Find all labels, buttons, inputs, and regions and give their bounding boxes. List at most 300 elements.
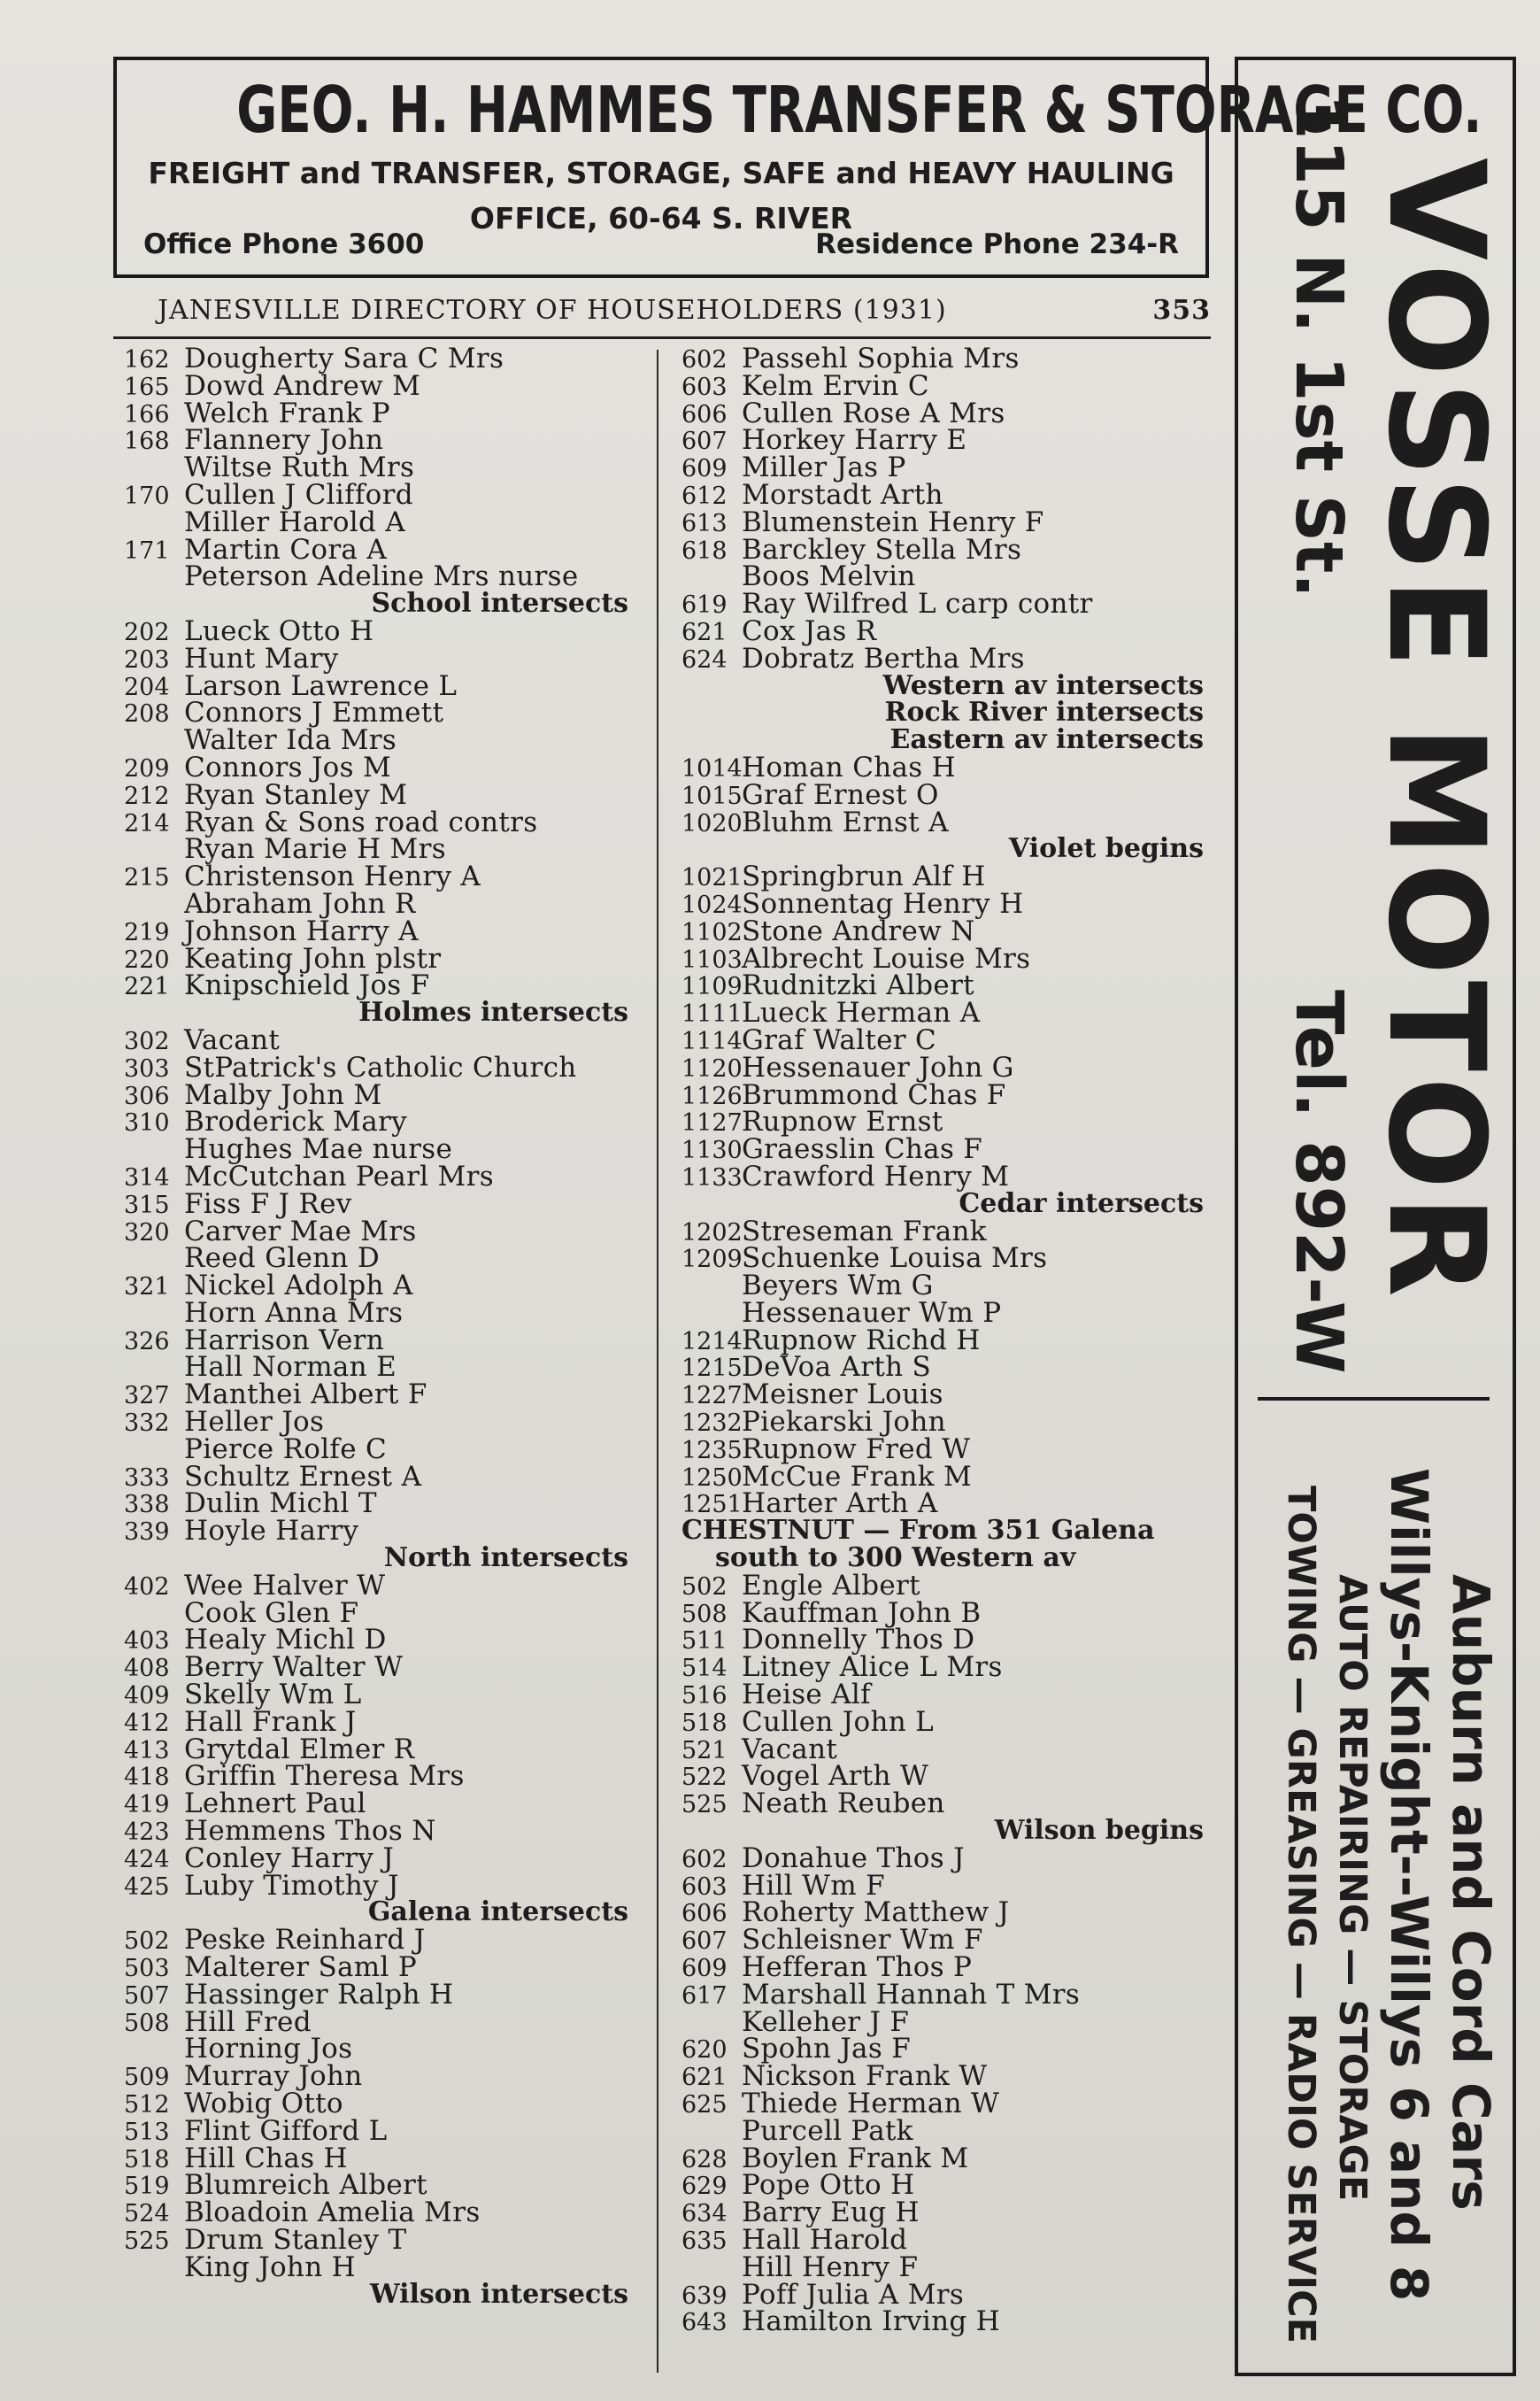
house-number: 333 — [124, 1463, 170, 1492]
householder-entry — [681, 1324, 1213, 1356]
householder-entry — [681, 1460, 1213, 1493]
householder-name: Rudnitzki Albert — [742, 969, 974, 1002]
householder-name: Ryan Marie H Mrs — [184, 833, 446, 866]
house-number: 1250 — [681, 1463, 743, 1492]
householder-name: Hamilton Irving H — [742, 2305, 1000, 2338]
house-number: 502 — [681, 1572, 728, 1601]
householder-name: Hunt Mary — [184, 642, 339, 675]
house-number: 321 — [124, 1273, 170, 1301]
householder-entry — [681, 806, 1213, 838]
header-rule — [113, 336, 1211, 339]
householder-name: Hall Harold — [742, 2223, 908, 2256]
householder-entry — [124, 942, 637, 975]
householder-entry — [124, 1841, 637, 1874]
house-number: 620 — [681, 2036, 728, 2065]
householder-entry — [681, 1978, 1213, 2011]
householder-name: Hessenauer Wm P — [742, 1296, 1002, 1329]
householder-entry — [681, 1351, 1213, 1384]
householder-name: Harrison Vern — [184, 1324, 385, 1356]
householder-name: Dowd Andrew M — [184, 369, 421, 402]
householder-entry — [681, 1406, 1213, 1439]
street-heading: Eastern av intersects — [889, 724, 1204, 756]
householder-name: Graf Walter C — [742, 1023, 937, 1056]
householder-entry — [681, 1626, 1213, 1654]
householder-name: DeVoa Arth S — [742, 1351, 932, 1384]
householder-entry — [681, 2005, 1213, 2038]
householder-name: Malby John M — [184, 1078, 382, 1111]
householder-entry — [681, 1272, 1213, 1300]
householder-name: Hill Henry F — [742, 2250, 919, 2283]
house-number: 628 — [681, 2145, 728, 2173]
house-number: 1014 — [681, 754, 743, 783]
house-number: 403 — [124, 1627, 170, 1656]
house-number: 220 — [124, 946, 170, 974]
householder-name: Albrecht Louise Mrs — [742, 942, 1031, 975]
house-number: 1209 — [681, 1246, 743, 1274]
householder-name: Hill Fred — [184, 2005, 312, 2038]
householder-name: Kelm Ervin C — [742, 369, 929, 402]
house-number: 339 — [124, 1518, 170, 1547]
householder-name: Keating John plstr — [184, 942, 442, 975]
householder-name: Thiede Herman W — [742, 2088, 1000, 2119]
ad-services-line-2: TOWING — GREASING — RADIO SERVICE — [1279, 1486, 1323, 2344]
house-number: 221 — [124, 973, 170, 1001]
house-number: 202 — [124, 618, 170, 646]
householder-name: Homan Chas H — [742, 751, 956, 784]
householder-name: Berry Walter W — [184, 1651, 404, 1684]
householder-entry — [124, 1569, 637, 1602]
house-number: 508 — [124, 2009, 170, 2037]
householder-entry — [124, 1187, 637, 1220]
householder-entry — [124, 533, 637, 566]
householder-entry — [681, 560, 1213, 593]
householder-entry — [681, 915, 1213, 947]
house-number: 609 — [681, 455, 728, 483]
householder-entry — [124, 806, 637, 838]
householder-entry — [124, 2250, 637, 2283]
ad-telephone: Tel. 892-W — [1281, 990, 1357, 1374]
householder-name: Hefferan Thos P — [742, 1951, 973, 1984]
house-number: 507 — [124, 1981, 170, 2010]
householder-entry — [124, 560, 637, 593]
householder-entry — [124, 1460, 637, 1493]
house-number: 424 — [124, 1845, 170, 1873]
householder-entry — [681, 1106, 1213, 1139]
householder-name: Schultz Ernest A — [184, 1460, 422, 1493]
house-number: 332 — [124, 1409, 170, 1438]
householder-name: Cox Jas R — [742, 614, 877, 647]
house-number: 607 — [681, 428, 728, 456]
householder-entry — [681, 1051, 1213, 1084]
householder-entry — [124, 2196, 637, 2229]
house-number: 1102 — [681, 918, 743, 946]
householder-entry — [681, 2250, 1213, 2283]
householder-name: Conley Harry J — [184, 1841, 395, 1874]
householder-name: Manthei Albert F — [184, 1378, 427, 1411]
householder-name: Cullen John L — [742, 1705, 935, 1738]
householder-name: Dobratz Bertha Mrs — [742, 642, 1025, 675]
householder-name: Grytdal Elmer R — [184, 1733, 415, 1765]
house-number: 639 — [681, 2281, 728, 2310]
householder-name: Nickson Frank W — [742, 2060, 988, 2093]
householder-name: Walter Ida Mrs — [184, 724, 397, 757]
house-number: 509 — [124, 2064, 170, 2092]
householder-entry — [124, 2223, 637, 2256]
householder-entry — [681, 1487, 1213, 1520]
householder-name: Dulin Michl T — [184, 1487, 377, 1520]
householder-entry — [681, 751, 1213, 784]
householder-entry — [124, 1515, 637, 1548]
house-number: 508 — [681, 1600, 728, 1628]
house-number: 503 — [124, 1955, 170, 1983]
householder-name: Vacant — [742, 1733, 838, 1765]
house-number: 327 — [124, 1382, 170, 1410]
householder-name: Engle Albert — [742, 1569, 920, 1602]
householder-entry — [124, 1760, 637, 1793]
householder-name: Johnson Harry A — [184, 915, 419, 947]
householder-name: Ray Wilfred L carp contr — [742, 588, 1093, 621]
house-number: 326 — [124, 1327, 170, 1355]
householder-name: Morstadt Arth — [742, 478, 943, 511]
householder-entry — [124, 1242, 637, 1275]
householder-entry — [681, 969, 1213, 1002]
house-number: 170 — [124, 482, 170, 510]
householder-name: Larson Lawrence L — [184, 669, 458, 702]
householder-entry — [681, 1896, 1213, 1929]
householder-entry — [681, 2114, 1213, 2147]
householder-entry — [124, 2142, 637, 2174]
householder-entry — [124, 478, 637, 511]
householder-name: Crawford Henry M — [742, 1160, 1010, 1193]
street-heading: Violet begins — [1008, 833, 1204, 865]
householder-name: Piekarski John — [742, 1406, 946, 1439]
house-number: 320 — [124, 1218, 170, 1247]
house-number: 514 — [681, 1655, 728, 1683]
house-number: 1127 — [681, 1109, 743, 1138]
householder-name: Lueck Otto H — [184, 614, 374, 647]
householder-entry — [124, 697, 637, 730]
street-heading: Galena intersects — [367, 1896, 628, 1928]
house-number: 502 — [124, 1927, 170, 1956]
householder-name: Cook Glen F — [184, 1596, 359, 1629]
householder-name: Pierce Rolfe C — [184, 1432, 388, 1465]
ad-office: OFFICE, 60-64 S. RIVER — [469, 201, 853, 235]
householder-entry — [124, 751, 637, 784]
house-number: 643 — [681, 2309, 728, 2337]
house-number: 1021 — [681, 864, 743, 892]
householder-name: Miller Harold A — [184, 506, 406, 538]
householder-entry — [681, 588, 1213, 621]
house-number: 208 — [124, 700, 170, 729]
householder-entry — [124, 1351, 637, 1384]
householder-name: Graf Ernest O — [742, 778, 939, 811]
street-heading: Rock River intersects — [884, 697, 1204, 729]
house-number: 219 — [124, 918, 170, 946]
householder-entry — [681, 2142, 1213, 2174]
householder-entry — [681, 2278, 1213, 2311]
householder-entry — [681, 2223, 1213, 2256]
house-number: 413 — [124, 1736, 170, 1764]
householder-name: Murray John — [184, 2060, 363, 2093]
householder-name: Boylen Frank M — [742, 2142, 969, 2174]
ad-address: 115 N. 1st St. — [1281, 94, 1357, 598]
householder-name: Skelly Wm L — [184, 1679, 362, 1711]
householder-entry — [681, 1078, 1213, 1111]
householder-name: Springbrun Alf H — [742, 861, 986, 893]
householder-entry — [124, 1023, 637, 1056]
householder-entry — [681, 1023, 1213, 1056]
householder-name: Knipschield Jos F — [184, 969, 430, 1002]
householder-entry — [681, 2060, 1213, 2093]
householder-name: Flannery John — [184, 424, 384, 457]
householder-entry — [124, 1705, 637, 1738]
householder-entry — [681, 1705, 1213, 1738]
householder-name: Graesslin Chas F — [742, 1133, 983, 1166]
householder-entry — [124, 2060, 637, 2093]
householder-name: Miller Jas P — [742, 452, 906, 484]
house-number: 629 — [681, 2173, 728, 2201]
ad-brand: VOSSE MOTOR — [1359, 158, 1513, 1303]
householder-name: Barry Eug H — [742, 2196, 920, 2229]
householder-entry — [124, 642, 637, 675]
householder-entry — [124, 1924, 637, 1957]
householder-name: Vacant — [184, 1023, 281, 1056]
house-number: 1215 — [681, 1355, 743, 1383]
house-number: 214 — [124, 809, 170, 838]
householder-entry — [124, 1406, 637, 1439]
householder-name: Hoyle Harry — [184, 1515, 359, 1548]
householder-name: Drum Stanley T — [184, 2223, 407, 2256]
householder-entry — [681, 1215, 1213, 1247]
householder-name: Ryan Stanley M — [184, 778, 408, 811]
householder-name: Schleisner Wm F — [742, 1924, 983, 1957]
householder-name: Peske Reinhard J — [184, 1924, 426, 1957]
householder-name: Hall Frank J — [184, 1705, 357, 1738]
householder-entry — [124, 1978, 637, 2011]
householder-entry — [124, 915, 637, 947]
householder-name: Cullen Rose A Mrs — [742, 397, 1005, 429]
householder-entry — [681, 863, 1213, 891]
householder-entry — [681, 1651, 1213, 1684]
house-number: 1114 — [681, 1027, 743, 1055]
householder-name: Pope Otto H — [742, 2169, 915, 2202]
householder-name: Brummond Chas F — [742, 1078, 1006, 1111]
householder-entry — [681, 1951, 1213, 1984]
householder-entry — [681, 397, 1213, 429]
householder-entry — [124, 397, 637, 429]
house-number: 518 — [124, 2145, 170, 2173]
householder-name: Reed Glenn D — [184, 1242, 380, 1275]
householder-name: Lehnert Paul — [184, 1787, 366, 1820]
householder-entry — [681, 1787, 1213, 1820]
householder-name: Christenson Henry A — [184, 861, 481, 893]
house-number: 603 — [681, 1872, 728, 1901]
street-heading: Wilson begins — [994, 1815, 1204, 1847]
householder-name: Connors Jos M — [184, 751, 392, 784]
householder-entry — [124, 1215, 637, 1247]
householder-entry — [124, 1378, 637, 1411]
ad-divider — [1258, 1397, 1490, 1401]
householder-name: Hall Norman E — [184, 1351, 397, 1384]
householder-name: Meisner Louis — [742, 1378, 943, 1411]
householder-entry — [681, 1733, 1213, 1765]
street-heading: School intersects — [371, 588, 628, 620]
house-number: 512 — [124, 2091, 170, 2119]
householder-name: Kauffman John B — [742, 1596, 982, 1629]
householder-entry — [124, 1432, 637, 1465]
householder-entry — [124, 1160, 637, 1193]
house-number: 166 — [124, 400, 170, 428]
ad-services-line-1: AUTO REPAIRING — STORAGE — [1330, 1574, 1374, 2202]
householder-entry — [124, 1272, 637, 1300]
householder-name: Blumreich Albert — [184, 2169, 427, 2202]
house-number: 602 — [681, 1845, 728, 1873]
house-number: 618 — [681, 537, 728, 565]
householder-name: Welch Frank P — [184, 397, 390, 429]
ad-cars-line-1: Auburn and Cord Cars — [1441, 1574, 1501, 2211]
householder-entry — [681, 2090, 1213, 2118]
house-number: 203 — [124, 645, 170, 674]
house-number: 519 — [124, 2173, 170, 2201]
householder-name: Heller Jos — [184, 1406, 325, 1439]
vosse-motor-ad — [1235, 57, 1516, 2376]
householder-entry — [681, 642, 1213, 675]
householder-entry — [681, 1378, 1213, 1411]
householder-name: Rupnow Ernst — [742, 1106, 943, 1139]
running-header — [158, 295, 1211, 330]
street-heading: Wilson intersects — [369, 2278, 628, 2310]
householder-entry — [681, 1242, 1213, 1275]
householder-name: King John H — [184, 2250, 356, 2283]
householder-entry — [124, 778, 637, 811]
street-title-continued: south to 300 Western av — [715, 1542, 1076, 1574]
street-title: CHESTNUT — From 351 Galena — [681, 1515, 1155, 1547]
house-number: 162 — [124, 346, 170, 374]
house-number: 315 — [124, 1191, 170, 1219]
house-number: 168 — [124, 428, 170, 456]
householder-name: Boos Melvin — [742, 560, 916, 593]
householder-entry — [681, 369, 1213, 402]
householder-name: StPatrick's Catholic Church — [184, 1051, 577, 1084]
householder-entry — [124, 454, 637, 482]
householder-entry — [681, 942, 1213, 975]
householder-name: Poff Julia A Mrs — [742, 2278, 965, 2311]
householder-entry — [124, 345, 637, 373]
householder-entry — [124, 1106, 637, 1139]
householder-name: Hill Wm F — [742, 1869, 885, 1902]
householder-name: Cullen J Clifford — [184, 478, 413, 511]
householder-entry — [681, 614, 1213, 647]
house-number: 215 — [124, 864, 170, 892]
householder-name: Dougherty Sara C Mrs — [184, 343, 504, 374]
house-number: 402 — [124, 1572, 170, 1601]
house-number: 1235 — [681, 1436, 743, 1464]
householder-name: Fiss F J Rev — [184, 1187, 352, 1220]
house-number: 525 — [681, 1791, 728, 1819]
householder-name: Bluhm Ernst A — [742, 806, 949, 838]
householder-name: Rupnow Richd H — [742, 1324, 981, 1356]
house-number: 621 — [681, 2064, 728, 2092]
house-number: 607 — [681, 1927, 728, 1956]
householder-entry — [681, 778, 1213, 811]
householder-entry — [681, 1133, 1213, 1166]
householder-entry — [681, 1432, 1213, 1465]
householder-name: Roherty Matthew J — [742, 1896, 1010, 1929]
householder-entry — [124, 1078, 637, 1111]
householder-entry — [124, 2169, 637, 2202]
householder-entry — [681, 1681, 1213, 1709]
house-number: 619 — [681, 591, 728, 620]
house-number: 1214 — [681, 1327, 743, 1355]
householder-entry — [124, 863, 637, 891]
householder-name: McCutchan Pearl Mrs — [184, 1160, 494, 1193]
house-number: 634 — [681, 2200, 728, 2228]
householder-name: Martin Cora A — [184, 533, 388, 566]
householder-entry — [124, 424, 637, 457]
householder-name: Neath Reuben — [742, 1787, 945, 1820]
householder-name: Malterer Saml P — [184, 1951, 418, 1984]
householder-entry — [124, 833, 637, 866]
householder-name: Horkey Harry E — [742, 424, 967, 457]
householder-name: Flint Gifford L — [184, 2114, 388, 2147]
street-heading: Western av intersects — [882, 669, 1204, 701]
house-number: 613 — [681, 509, 728, 537]
householder-entry — [124, 614, 637, 647]
house-number: 522 — [681, 1764, 728, 1792]
householder-entry — [124, 2035, 637, 2063]
right-column — [681, 343, 1213, 2338]
householder-name: Horn Anna Mrs — [184, 1296, 404, 1329]
street-heading: Holmes intersects — [358, 997, 628, 1029]
householder-entry — [124, 369, 637, 402]
house-number: 617 — [681, 1981, 728, 2010]
householder-entry — [124, 1815, 637, 1848]
householder-name: Hassinger Ralph H — [184, 1978, 454, 2011]
householder-entry — [681, 345, 1213, 373]
householder-name: Barckley Stella Mrs — [742, 533, 1022, 566]
householder-name: Hughes Mae nurse — [184, 1133, 453, 1166]
householder-name: Donnelly Thos D — [742, 1624, 975, 1656]
house-number: 606 — [681, 1900, 728, 1928]
householder-name: Harter Arth A — [742, 1487, 938, 1520]
householder-entry — [124, 1733, 637, 1765]
householder-entry — [124, 1133, 637, 1166]
householder-name: Ryan & Sons road contrs — [184, 806, 538, 838]
hammes-transfer-ad — [113, 57, 1482, 278]
householder-entry — [124, 1296, 637, 1329]
ad-residence-phone: Residence Phone 234-R — [815, 228, 1179, 260]
householder-name: Bloadoin Amelia Mrs — [184, 2196, 481, 2229]
householder-name: Passehl Sophia Mrs — [742, 343, 1020, 374]
householder-name: Heise Alf — [742, 1679, 871, 1711]
householder-entry — [124, 1651, 637, 1684]
house-number: 1103 — [681, 946, 743, 974]
house-number: 602 — [681, 346, 728, 374]
householder-name: Marshall Hannah T Mrs — [742, 1978, 1081, 2011]
house-number: 412 — [124, 1709, 170, 1737]
house-number: 1232 — [681, 1409, 743, 1438]
householder-entry — [124, 1787, 637, 1820]
street-heading: North intersects — [383, 1542, 628, 1574]
house-number: 306 — [124, 1082, 170, 1110]
column-divider — [657, 350, 658, 2373]
householder-name: Hemmens Thos N — [184, 1815, 436, 1848]
householder-entry — [124, 887, 637, 920]
householder-name: Stone Andrew N — [742, 915, 975, 947]
householder-entry — [681, 997, 1213, 1030]
house-number: 171 — [124, 537, 170, 565]
house-number: 525 — [124, 2227, 170, 2255]
